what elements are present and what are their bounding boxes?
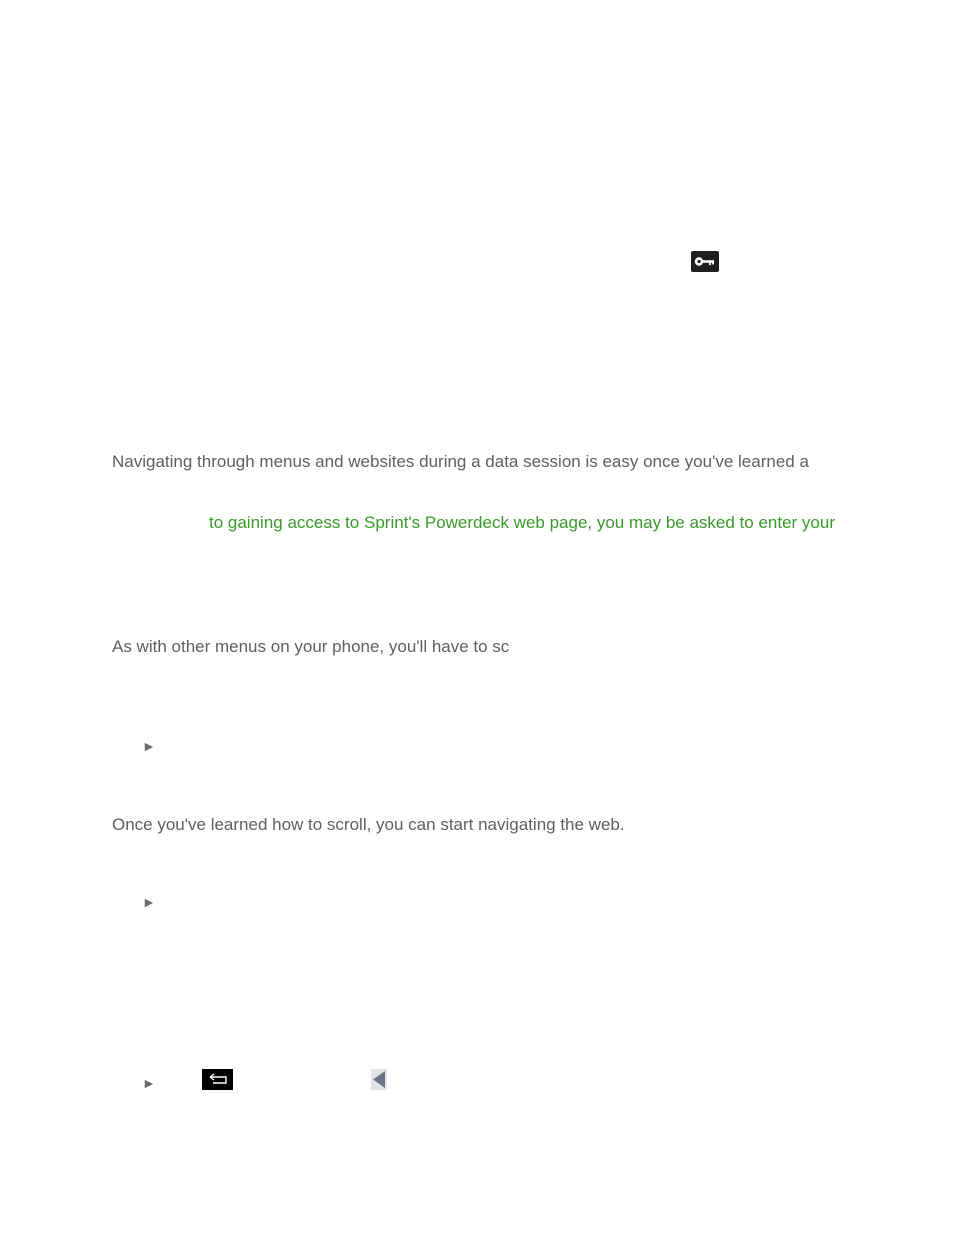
back-icon: [202, 1069, 233, 1090]
bullet-marker: ►: [142, 738, 156, 754]
left-triangle-icon: [371, 1069, 387, 1090]
bullet-marker: ►: [142, 894, 156, 910]
bullet-marker: ►: [142, 1075, 156, 1091]
paragraph-other-menus: As with other menus on your phone, you'll have to sc: [112, 637, 510, 656]
paragraph-gaining-access: to gaining access to Sprint's Powerdeck web page, you may be asked to enter your: [209, 513, 835, 532]
key-icon: [691, 251, 719, 272]
paragraph-once-learned: Once you've learned how to scroll, you can start navigating the web.: [112, 815, 625, 834]
paragraph-navigating: Navigating through menus and websites during a data session is easy once you've learned a: [112, 452, 809, 471]
